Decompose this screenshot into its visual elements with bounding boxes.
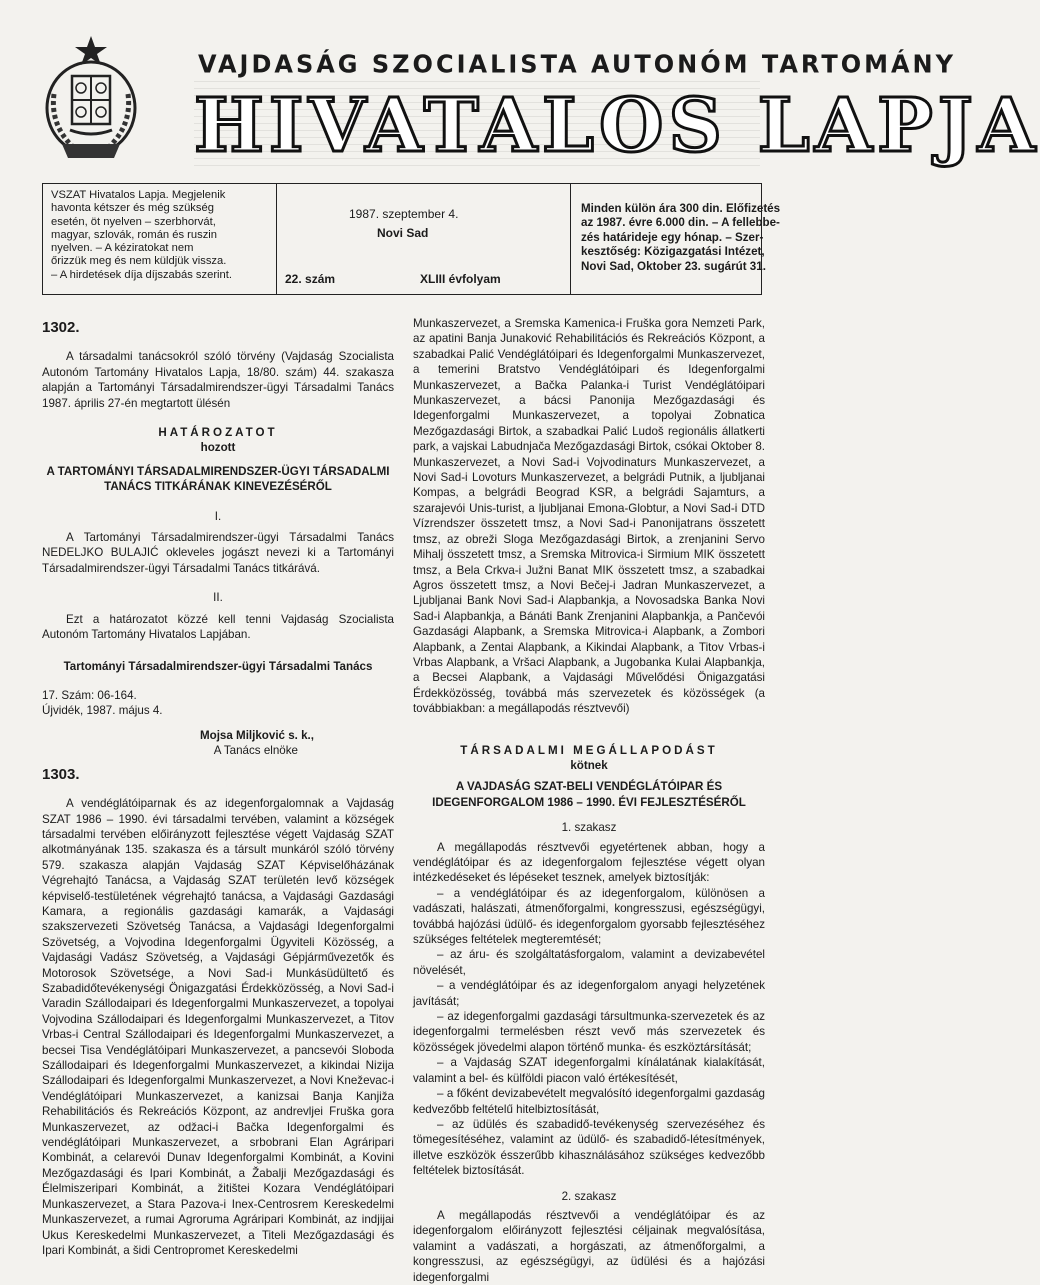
price-line: Minden külön ára 300 din. Előfizetés [581, 202, 781, 215]
section-number: II. [213, 591, 223, 605]
section-1-item: – a Vajdaság SZAT idegenforgalmi kínálatának kialakítását, valamint a bel- és külföldi piacon való értékesítését, [413, 1056, 765, 1085]
price-line: zés határideje egy hónap. – Szer- [581, 230, 764, 244]
right-column [413, 316, 765, 1285]
reference-date: Újvidék, 1987. május 4. [42, 703, 163, 717]
issue-details [277, 184, 571, 294]
agreement-preamble: A vendéglátóiparnak és az idegenforgalomnak a Vajdaság SZAT 1986 – 1990. évi társadalmi tervében, valamint a községek társadalmi tervében előirányzott fejlesztése végett Vajdaság SZAT alkotmányának 135. szakasza és a társult munkáról szóló törvény 579. szakasza alapján Vajdaság SZAT Képviselőházának Végrehajtó Tanácsa, a Vajdaság SZAT területén levő községek képviselő-testületének végrehajtó tanácsa, a Vajdasági Gazdasági Kamara, a regionális gazdasági kamarák, a Vajdasági szakszervezeti Szövetség Tanácsa, a Vajdasági Idegenforgalmi Szövetség, a Vojvodina Idegenforgalmi Ügyviteli Közösség, a Vajdasági Vadász Szövetség, a Vajdasági Gépjárművezetők és Motorosok Szövetsége, a Novi Sad-i Munkásüdültető és Szabadidőtevékenységi Önigazgatási Érdekközösség, a Novi Sad-i Varadin Szállodaipari és Idegenforgalmi Munkaszervezet, a topolyai Vojvodina Szállodaipari és Idegenforgalmi Munkaszervezet, a Titov Vrbas-i Central Szállodaipari és Idegenforgalmi Munkaszervezet, a becsei Tisa Vendéglátóipari Munkaszervezet, a pancsevói Sloboda Szállodaipari és Idegenforgalmi Munkaszervezet, a kikindai Nizija Szállodaipari és Idegenforgalmi Munkaszervezet, a Novi Kneževac-i Vendéglátóipari Munkaszervezet, a kanizsai Banja Kanjiža Rehabilitációs és Rekreációs Központ, az andrevljei Fruška gora Munkaszervezet, az odžaci-i Bačka Idegenforgalmi és vendéglátóipari Munkaszervezet, a srbobrani Elan Agráripari Kombinát, a celarevói Dunav Idegenforgalmi Kombinát, a Kovini Mezőgazdasági és Ipari Kombinát, a Žabalji Mezőgazdasági és Élelmiszeripari Kombinát, a žitištei Kozara Vendéglátóipari Munkaszervezet, a Stara Pazova-i Inex-Centrosrem Kereskedelmi Munkaszervezet, a rumai Agroruma Agráripari Kombinát, az indjijai Ukus Kereskedelmi Munkaszervezet, a Titeli Mezőgazdasági és Ipari Kombinát, a šidi Centropromet Kereskedelmi [42, 797, 394, 1257]
notice-line: nyelven. – A kéziratokat nem [51, 242, 194, 255]
decree-number-1303: 1303. [42, 765, 80, 783]
decree-heading: HATÁROZATOT [158, 426, 278, 440]
notice-line: – A hirdetések díja díjszabás szerint. [51, 268, 232, 281]
masthead-title: HIVATALOS LAPJA [194, 80, 760, 172]
decree-paragraph: Ezt a határozatot közzé kell tenni Vajdaság Szocialista Autonóm Tartomány Hivatalos Lapjában. [42, 612, 394, 642]
section-1-item: – az áru- és szolgáltatásforgalom, valamint a devizabevétel növelését, [413, 948, 765, 977]
preamble-continued: Munkaszervezet, a Sremska Kamenica-i Fruška gora Nemzeti Park, az apatini Banja Junaković Rehabilitációs és Rekreációs Központ, a szabadkai Palić Vendéglátóipari és Idegenforgalmi Munkaszervezet, a temerini Bratstvo Vendéglátóipari és Idegenforgalmi Munkaszervezet, a Bačka Palanka-i Turist Vendéglátóipari Munkaszervezet, a bácsi Panonija Mezőgazdasági és Idegenforgalmi Munkaszervezet, a topolyai Zobnatica Mezőgazdasági Birtok, a szabadkai Palić Ludoš regionális állatkerti park, a vajskai Labudnjača Mezőgazdasági Birtok, csókai Oktober 8. Munkaszervezet, a Novi Sad-i Vojvodinaturs Munkaszervezet, a Novi Sad-i Lovoturs Munkaszervezet, a belgrádi Putnik, a ljubljanai Kompas, a belgrádi Beograd KSR, a belgrádi Sajamturs, a szarajevói Unis-turist, a ljubljanai Emona-Globtur, a Novi Sad-i DTD Vízrendszer összetett tmsz, a Novi Sad-i Panonijatrans összetett tmsz, az obreži Sloga Mezőgazdasági Birtok, a zrenjanini Servo Mihalj összetett tmsz, a Sremska Mitrovica-i Sirmium MIK összetett tmsz, a Bela Crkva-i Južni Banat MIK összetett tmsz, a szabadkai Agros összetett tmsz, a Novi Bečej-i Jadran Munkaszervezet, a Ljubljanai Bank Novi Sad-i Alapbankja, a Novosadska Banka Novi Sad-i Alapbankja, a Bánáti Bank Zrenjanini Alapbankja, a Pančevói Gazdasági Alapbank, a Sremska Mitrovica-i Alapbank, a Zombori Alapbank, a Zentai Alapbank, a Kikindai Alapbank, a Titov Vrbas-i Vrbas Alapbank, a Vršaci Alapbank, a Jugobanka Kulai Alapbankja, a Becsei Alapbank, a Vajdasági Művelődési Önigazgatási Érdekközösség, továbbá más szervezetek és közösségek (a továbbiakban: a megállapodás résztvevői) [413, 317, 765, 716]
section-1-item: – a főként devizabevételt megvalósító idegenforgalmi gazdaság kedvezőbb feltételű hitelbiztosítását, [413, 1087, 765, 1116]
section-1-item: – a vendéglátóipar és az idegenforgalom, különösen a vadászati, halászati, átmenőforgalmi, kongresszusi, egészségügyi, továbbá hajózási üdülő- és idegenforgalom gyorsabb fejlesztéséhez szükséges feltételek megteremtését; [413, 886, 765, 947]
section-2-label: 2. szakasz [561, 1189, 617, 1203]
notice-line: esetén, öt nyelven – szerbhorvát, [51, 215, 216, 228]
signature-name: Mojsa Miljković s. k., [199, 728, 314, 742]
reference-block [42, 688, 394, 718]
issue-volume: XLIII évfolyam [420, 272, 501, 286]
issue-number: 22. szám [285, 272, 336, 286]
notice-line: VSZAT Hivatalos Lapja. Megjelenik [51, 189, 226, 201]
signature-title: A Tanács elnöke [213, 744, 298, 758]
decree-hozott: hozott [200, 441, 236, 455]
notice-line: magyar, szlovák, román és ruszin [51, 228, 218, 241]
decree-number-1302: 1302. [42, 319, 80, 336]
section-number: I. [214, 509, 222, 523]
issue-date: 1987. szeptember 4. [349, 207, 459, 221]
section-1-item: – az idegenforgalmi gazdasági társultmunka-szervezetek és az idegenforgalmi termelésben részt vevő más szervezetek és közösségek jövedelmi alapon történő munka- és eszköztársítását; [413, 1010, 765, 1054]
masthead-region: VAJDASÁG SZOCIALISTA AUTONÓM TARTOMÁNY [198, 49, 957, 79]
section-1-item: – az üdülés és szabadidő-tevékenység szervezéséhez és tömegesítéséhez, valamint az üdülő- és szabadidő-létesítmények, illetve eszközök ésszerűbb kihasználásához szükséges kedvezőbb feltételek biztosítását. [413, 1117, 765, 1178]
issue-city: Novi Sad [377, 226, 429, 240]
decree-intro: A társadalmi tanácsokról szóló törvény (Vajdaság Szocialista Autonóm Tartomány Hivatalos Lapja, 18/80. szám) 44. szakasza alapján a Tartományi Társadalmirendszer-ügyi Társadalmi Tanács 1987. április 27-én megtartott ülésén [42, 350, 394, 410]
left-column [42, 316, 394, 1258]
agreement-heading: TÁRSADALMI MEGÁLLAPODÁST [460, 743, 718, 757]
notice-line: havonta kétszer és még szükség [51, 202, 214, 215]
price-line: az 1987. évre 6.000 din. – A fellebbe- [581, 216, 780, 230]
section-1-paragraph: A megállapodás résztvevői egyetértenek abban, hogy a vendéglátóipar és az idegenforgalom fejlesztése végett olyan intézkedéseket és lépéseket tesznek, amelyek biztosítják: [413, 840, 765, 885]
price-line: Novi Sad, Oktober 23. sugárút 31. [581, 259, 766, 273]
price-line: kesztőség: Közigazgatási Intézet, [581, 245, 765, 259]
issuing-body: Tartományi Társadalmirendszer-ügyi Társadalmi Tanács [63, 659, 373, 673]
publication-notice [43, 184, 277, 294]
section-2-paragraph: A megállapodás résztvevői a vendéglátóipar és az idegenforgalom előirányzott fejlesztési céljainak megvalósítása, valamint a vadászati, a horgászati, az átmenőforgalmi, a kongresszusi, az egészségügyi, az üdülési és a hajózási idegenforgalmi [413, 1208, 765, 1284]
notice-line: őrizzük meg és nem küldjük vissza. [51, 255, 227, 268]
agreement-subject: A VAJDASÁG SZAT-BELI VENDÉGLÁTÓIPAR ÉS IDEGENFORGALOM 1986 – 1990. ÉVI FEJLESZTÉSÉRŐL [432, 780, 746, 809]
price-notice [571, 184, 781, 294]
reference-number: 17. Szám: 06-164. [42, 688, 137, 702]
section-1-label: 1. szakasz [561, 821, 617, 835]
decree-paragraph: A Tartományi Társadalmirendszer-ügyi Társadalmi Tanács NEDELJKO BULAJIĆ okleveles jogászt nevezi ki a Tartományi Társadalmirendszer-ügyi Társadalmi Tanács titkárává. [42, 531, 394, 575]
decree-subject: A TARTOMÁNYI TÁRSADALMIRENDSZER-ÜGYI TÁRSADALMI TANÁCS TITKÁRÁNAK KINEVEZÉSÉRŐL [46, 464, 390, 494]
issue-info-box [42, 183, 781, 295]
agreement-kotnek: kötnek [570, 758, 608, 772]
coat-of-arms-emblem [40, 34, 142, 170]
section-1-item: – a vendéglátóipar és az idegenforgalom anyagi helyzetének javítását; [413, 979, 765, 1008]
